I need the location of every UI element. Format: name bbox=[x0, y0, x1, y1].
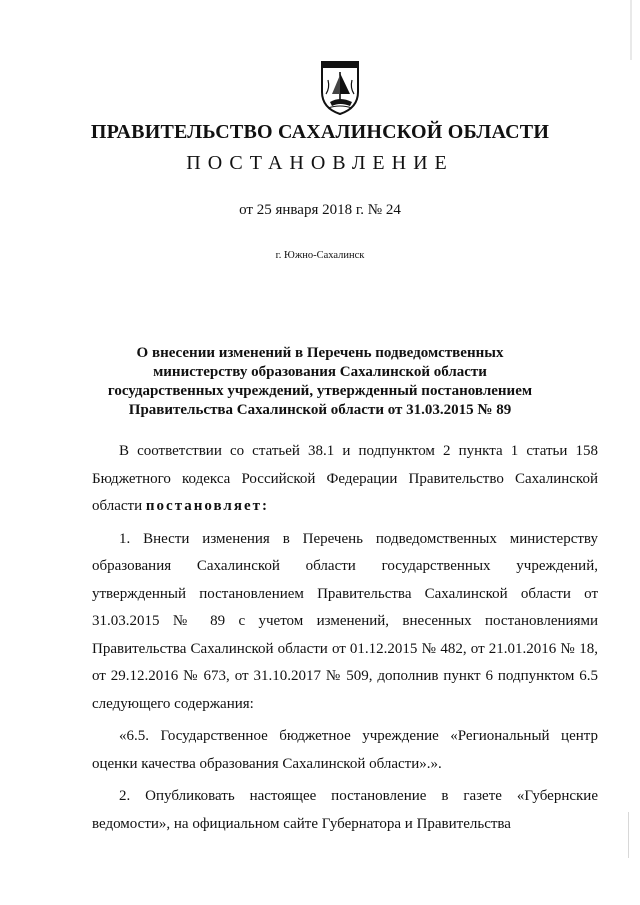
subject-line: государственных учреждений, утвержденный постановлением bbox=[107, 383, 533, 399]
subject-line: Правительства Сахалинской области от 31.03.2015 № 89 bbox=[128, 402, 512, 418]
document-type: ПОСТАНОВЛЕНИЕ bbox=[186, 152, 454, 174]
item-1-paragraph: 1. Внести изменения в Перечень подведомственных министерству образования Сахалинской области государственных учреждений, утвержденный постановлением Правительства Сахалинской области от 31.03.2015 № 89 с учетом изменений, внесенных постановлениями Правительства Сахалинской области от 01.12.2015 № 482, от 21.01.2016 № 18, от 29.12.2016 № 673, от 31.10.2017 № 509, дополнив пункт 6 подпунктом 6.5 следующего содержания: bbox=[92, 530, 598, 712]
subject-line: О внесении изменений в Перечень подведомственных bbox=[136, 345, 504, 361]
document-city: г. Южно-Сахалинск bbox=[275, 250, 365, 261]
item-1-quote-paragraph: «6.5. Государственное бюджетное учреждение «Региональный центр оценки качества образования Сахалинской области».». bbox=[92, 728, 598, 772]
preamble-text: В соответствии со статьей 38.1 и подпунктом 2 пункта 1 статьи 158 Бюджетного кодекса Российской Федерации Правительство Сахалинской области bbox=[92, 443, 598, 514]
organization-title: ПРАВИТЕЛЬСТВО САХАЛИНСКОЙ ОБЛАСТИ bbox=[90, 121, 550, 143]
scan-edge-mark bbox=[628, 812, 629, 858]
scan-edge-mark bbox=[630, 0, 632, 60]
subject-line: министерству образования Сахалинской области bbox=[153, 364, 487, 380]
document-date-number: от 25 января 2018 г. № 24 bbox=[239, 202, 401, 218]
decree-word: постановляет: bbox=[145, 498, 269, 514]
sakhalin-coat-of-arms-icon bbox=[318, 58, 362, 116]
preamble-paragraph bbox=[92, 438, 598, 521]
document-subject bbox=[100, 344, 540, 420]
document-body bbox=[92, 438, 598, 838]
item-2-paragraph: 2. Опубликовать настоящее постановление в газете «Губернские ведомости», на официальном сайте Губернатора и Правительства bbox=[92, 788, 598, 832]
